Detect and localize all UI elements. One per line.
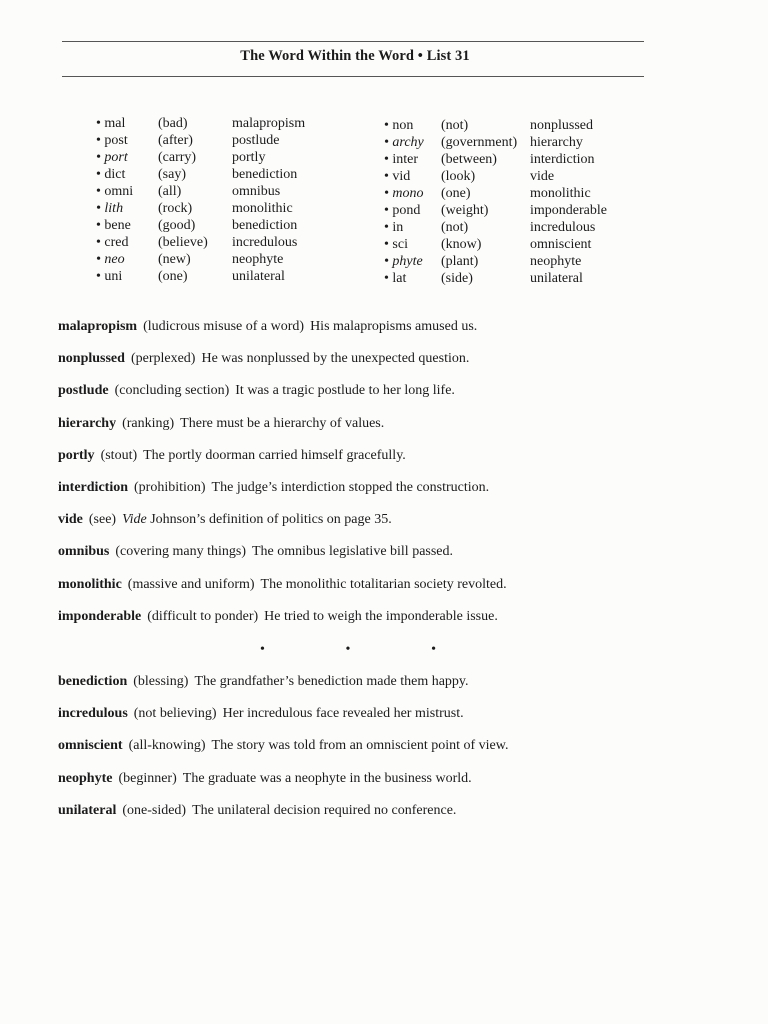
root-stem: • sci [384,237,408,252]
root-row [384,202,607,219]
entry-definition: (ranking) [122,415,175,431]
entry-definition: (blessing) [133,674,189,689]
root-stem: • inter [384,152,419,167]
root-stem: • lat [384,271,407,286]
entry-definition: (beginner) [118,770,177,786]
root-example-word: vide [530,169,555,184]
root-example-word: omnibus [232,184,281,199]
root-meaning: (good) [158,218,196,233]
entry-definition: (ludicrous misuse of a word) [143,319,305,334]
vocabulary-entry [58,802,508,834]
header-rule-top [62,41,644,42]
vocabulary-entry [58,479,507,511]
entry-word: malapropism [58,319,138,334]
root-meaning: (between) [441,152,497,167]
root-stem: • vid [384,169,411,184]
vocabulary-entry [58,511,507,543]
root-row [96,183,305,200]
root-row [96,234,305,251]
vocabulary-entry [58,415,507,447]
root-meaning: (plant) [441,254,479,269]
entry-definition: (prohibition) [134,479,206,495]
root-example-word: omniscient [530,237,592,252]
root-meaning: (new) [158,252,191,267]
root-stem: • port [96,150,128,165]
vocabulary-entries-second [58,673,508,834]
vocabulary-entries-first [58,318,507,640]
root-meaning: (say) [158,167,186,182]
root-row [96,217,305,234]
entry-definition: (covering many things) [115,544,246,560]
entry-word: vide [58,512,83,528]
root-row [384,134,607,151]
entry-word: omnibus [58,544,110,560]
root-meaning: (side) [441,271,473,286]
root-example-word: hierarchy [530,135,583,150]
entry-word: postlude [58,383,109,399]
root-example-word: neophyte [232,252,284,267]
root-meaning: (not) [441,220,469,235]
root-example-word: malapropism [232,116,306,131]
entry-sentence: The portly doorman carried himself gracefully. [143,447,406,463]
entry-sentence: The judge’s interdiction stopped the construction. [211,479,490,495]
entry-sentence: Johnson’s definition of politics on page 35. [150,512,392,528]
root-stem: • mono [384,186,424,201]
root-example-word: unilateral [232,269,285,284]
vocabulary-entry [58,737,508,769]
entry-word: omniscient [58,738,123,754]
vocabulary-entry [58,350,507,382]
entry-sentence: The monolithic totalitarian society revolted. [260,576,507,592]
root-stem: • archy [384,135,424,150]
roots-table-right [384,117,607,287]
root-example-word: interdiction [530,152,595,167]
root-stem: • omni [96,184,134,199]
root-example-word: nonplussed [530,118,593,133]
vocabulary-entry [58,543,507,575]
roots-table-left [96,115,305,285]
root-row [384,117,607,134]
page-title: The Word Within the Word • List 31 [240,48,470,64]
root-row [384,219,607,236]
root-stem: • bene [96,218,131,233]
entry-sentence: The unilateral decision required no conference. [192,802,457,818]
entry-sentence: The graduate was a neophyte in the business world. [182,770,472,786]
entry-sentence: The grandfather’s benediction made them happy. [194,674,469,689]
entry-sentence: He tried to weigh the imponderable issue. [264,608,498,624]
entry-sentence-italic: Vide [122,512,147,528]
entry-definition: (one-sided) [122,802,187,818]
vocabulary-entry [58,770,508,802]
root-row [384,270,607,287]
root-row [96,268,305,285]
entry-definition: (stout) [100,447,138,463]
root-meaning: (believe) [158,235,208,250]
root-stem: • cred [96,235,129,250]
root-example-word: imponderable [530,203,607,218]
section-separator [260,640,436,660]
vocabulary-entry [58,673,508,705]
entry-word: interdiction [58,479,128,495]
root-row [384,185,607,202]
root-example-word: unilateral [530,271,583,286]
entry-definition: (not believing) [133,706,217,722]
root-example-word: benediction [232,218,298,233]
root-meaning: (weight) [441,203,489,218]
root-example-word: neophyte [530,254,582,269]
root-example-word: incredulous [232,235,298,250]
header-rule-bottom [62,76,644,77]
entry-word: nonplussed [58,351,125,367]
vocabulary-entry [58,576,507,608]
root-row [384,168,607,185]
root-example-word: benediction [232,167,298,182]
root-stem: • in [384,220,404,235]
root-example-word: incredulous [530,220,596,235]
root-row [96,132,305,149]
root-meaning: (carry) [158,150,197,165]
vocabulary-entry [58,318,507,350]
root-stem: • non [384,118,414,133]
root-stem: • lith [96,201,124,216]
entry-definition: (massive and uniform) [127,576,255,592]
root-stem: • phyte [384,254,423,269]
root-stem: • uni [96,269,123,284]
root-meaning: (rock) [158,201,193,216]
entry-word: portly [58,447,95,463]
entry-definition: (see) [88,512,117,528]
root-meaning: (look) [441,169,476,184]
root-meaning: (one) [158,269,188,284]
entry-sentence: His malapropisms amused us. [310,319,478,334]
separator-bullet: • [260,642,265,657]
root-row [96,149,305,166]
root-row [96,200,305,217]
root-example-word: monolithic [530,186,591,201]
root-example-word: monolithic [232,201,293,216]
entry-word: hierarchy [58,415,117,431]
root-meaning: (one) [441,186,471,201]
root-row [384,253,607,270]
root-meaning: (bad) [158,116,188,131]
root-row [96,251,305,268]
entry-definition: (concluding section) [114,383,230,399]
separator-bullet: • [431,642,436,657]
root-meaning: (after) [158,133,193,148]
root-example-word: portly [232,150,266,165]
root-meaning: (government) [441,135,518,150]
root-row [384,236,607,253]
separator-bullet: • [345,642,351,657]
entry-word: monolithic [58,576,122,592]
entry-sentence: He was nonplussed by the unexpected question. [201,351,470,367]
root-stem: • dict [96,167,126,182]
entry-word: benediction [58,674,128,689]
entry-word: incredulous [58,706,128,722]
entry-word: neophyte [58,770,113,786]
entry-word: unilateral [58,802,117,818]
root-meaning: (all) [158,184,182,199]
root-row [384,151,607,168]
root-row [96,115,305,132]
entry-sentence: There must be a hierarchy of values. [180,415,385,431]
vocabulary-entry [58,608,507,640]
root-meaning: (not) [441,118,469,133]
root-row [96,166,305,183]
entry-sentence: The omnibus legislative bill passed. [252,544,454,560]
root-stem: • post [96,133,128,148]
entry-definition: (difficult to ponder) [147,608,259,624]
entry-word: imponderable [58,608,142,624]
root-meaning: (know) [441,237,482,252]
entry-definition: (perplexed) [130,351,196,367]
entry-sentence: The story was told from an omniscient point of view. [211,738,509,754]
root-stem: • pond [384,203,421,218]
root-example-word: postlude [232,133,280,148]
vocabulary-entry [58,447,507,479]
root-stem: • mal [96,116,126,131]
vocabulary-entry [58,705,508,737]
entry-sentence: It was a tragic postlude to her long life. [235,383,455,399]
entry-sentence: Her incredulous face revealed her mistrust. [222,706,464,722]
vocabulary-entry [58,382,507,414]
root-stem: • neo [96,252,125,267]
entry-definition: (all-knowing) [128,738,206,754]
